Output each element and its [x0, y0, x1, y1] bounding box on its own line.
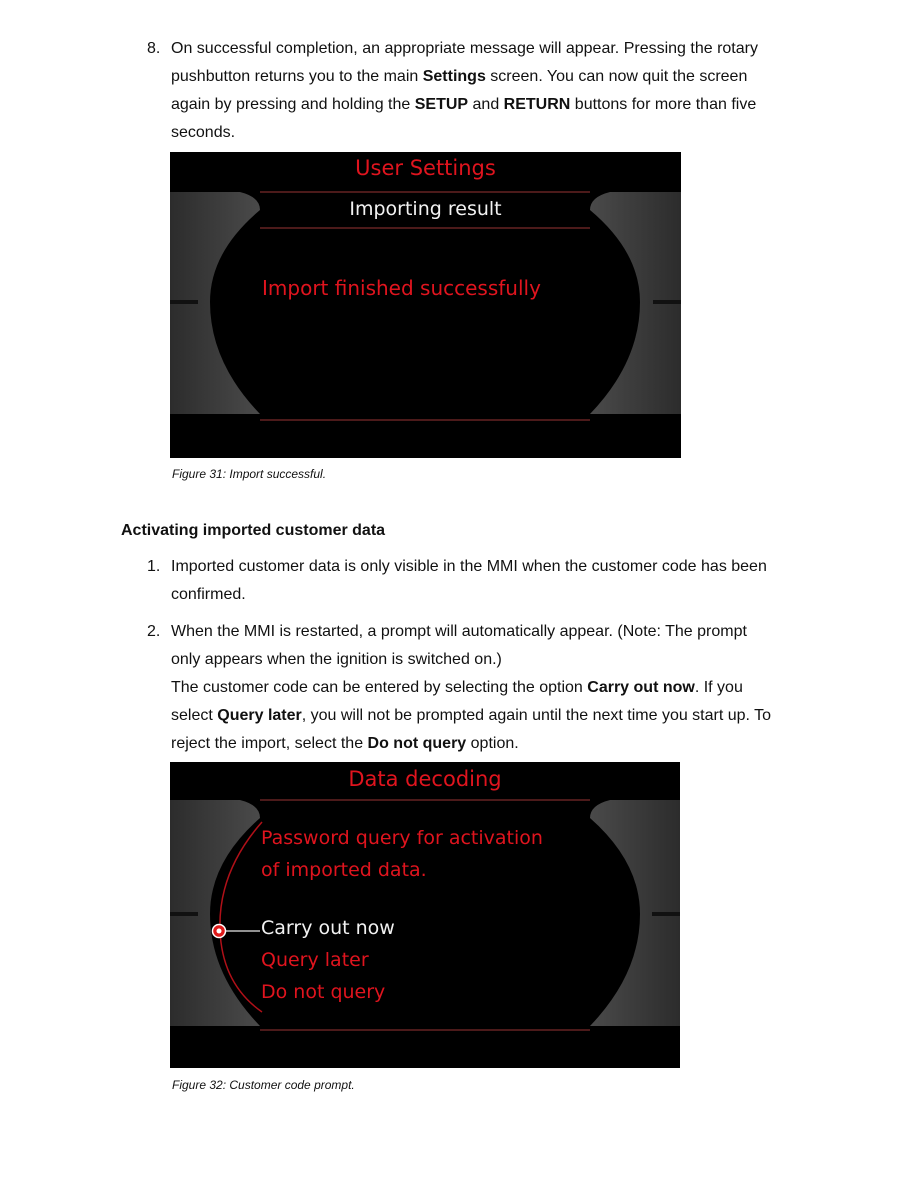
- step2-line2: only appears when the ignition is switched on.): [171, 651, 502, 668]
- step8-line2: [171, 63, 758, 91]
- screen-title: Data decoding: [348, 767, 502, 791]
- prompt-text: [261, 822, 543, 886]
- text-span: and: [468, 96, 504, 113]
- step2-line3: [171, 674, 771, 702]
- prompt-line2: of imported data.: [261, 859, 427, 881]
- screen-subtitle: Importing result: [349, 198, 502, 220]
- list-number: 2.: [147, 623, 161, 640]
- prompt-line1: Password query for activation: [261, 827, 543, 849]
- list-number: 1.: [147, 558, 161, 575]
- bold-term: Do not query: [367, 735, 467, 752]
- text-span: again by pressing and holding the: [171, 96, 415, 113]
- option-do-not-query[interactable]: Do not query: [261, 981, 386, 1003]
- bold-term: Carry out now: [587, 679, 695, 696]
- step2-line1: When the MMI is restarted, a prompt will automatically appear. (Note: The prompt: [171, 623, 747, 640]
- step8-line1: On successful completion, an appropriate message will appear. Pressing the rotary: [171, 40, 758, 57]
- mmi-screen-figure31: [170, 152, 681, 458]
- step1-line1: Imported customer data is only visible in the MMI when the customer code has been: [171, 558, 767, 575]
- text-span: select: [171, 707, 218, 724]
- section-heading: Activating imported customer data: [121, 522, 386, 539]
- bold-term: SETUP: [414, 96, 469, 113]
- list-number: 8.: [147, 40, 161, 57]
- text-span: option.: [466, 735, 519, 752]
- text-span: screen. You can now quit the screen: [485, 68, 748, 85]
- figure-caption: Figure 31: Import successful.: [172, 467, 327, 481]
- mmi-screen-figure32: [170, 762, 680, 1068]
- mmi-frame-graphic: [170, 762, 680, 1068]
- text-span: , you will not be prompted again until the next time you start up. To: [301, 707, 772, 724]
- bold-term: Query later: [217, 707, 302, 724]
- screen-title: User Settings: [355, 156, 496, 180]
- step1-text: [171, 553, 767, 609]
- figure-caption: Figure 32: Customer code prompt.: [172, 1078, 355, 1092]
- step2-line5: [171, 730, 771, 758]
- text-span: buttons for more than five: [570, 96, 757, 113]
- option-query-later[interactable]: Query later: [261, 949, 369, 971]
- option-carry-out-now[interactable]: Carry out now: [261, 917, 395, 939]
- step8-line4: seconds.: [171, 124, 236, 141]
- step8-line3: [171, 91, 758, 119]
- text-span: . If you: [694, 679, 743, 696]
- bold-term: RETURN: [503, 96, 571, 113]
- step8-text: [171, 35, 758, 147]
- text-span: The customer code can be entered by selecting the option: [171, 679, 588, 696]
- step2-line4: [171, 702, 771, 730]
- step2-text: [171, 618, 771, 758]
- status-message: Import finished successfully: [262, 276, 541, 300]
- text-span: reject the import, select the: [171, 735, 368, 752]
- text-span: pushbutton returns you to the main: [171, 68, 423, 85]
- step1-line2: confirmed.: [171, 586, 246, 603]
- bold-term: Settings: [422, 68, 486, 85]
